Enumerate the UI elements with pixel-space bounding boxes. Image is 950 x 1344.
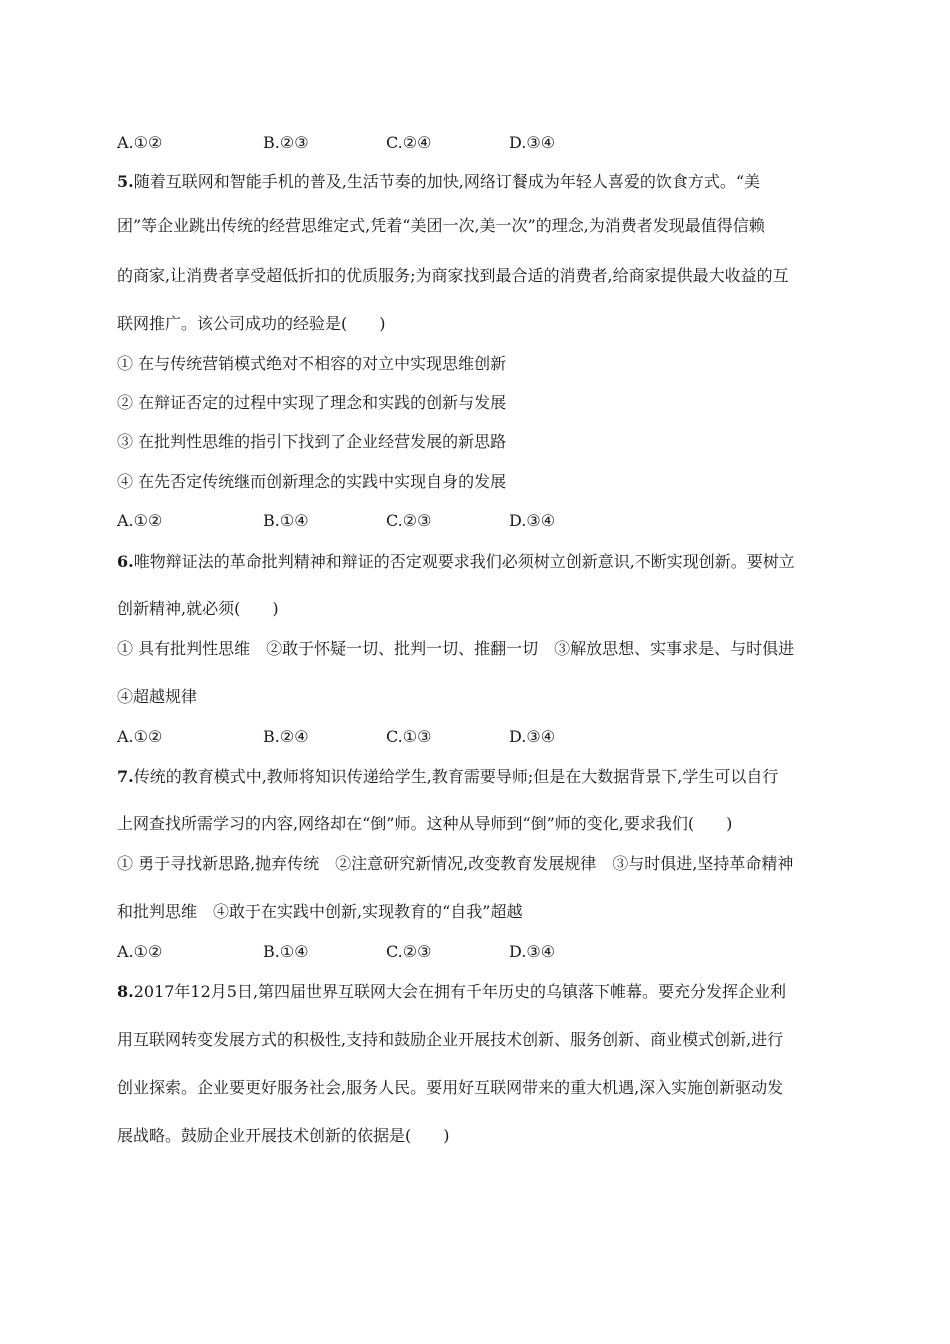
q5-stem-line-1: 5.随着互联网和智能手机的普及,生活节奏的加快,网络订餐成为年轻人喜爱的饮食方式。“美 xyxy=(117,172,761,191)
q6-option-c: C.①③ xyxy=(386,727,432,746)
q4-option-a: A.①② xyxy=(117,133,163,152)
q7-option-d: D.③④ xyxy=(509,942,556,961)
q7-number: 7. xyxy=(117,767,134,786)
q7-item-1: ① 勇于寻找新思路,抛弃传统 ②注意研究新情况,改变教育发展规律 ③与时俱进,坚持革命精神 xyxy=(117,854,794,873)
q6-stem-line-1: 6.唯物辩证法的革命批判精神和辩证的否定观要求我们必须树立创新意识,不断实现创新。要树立 xyxy=(117,552,795,571)
q5-stem-line-4: 联网推广。该公司成功的经验是( ) xyxy=(117,314,386,333)
q5-option-b: B.①④ xyxy=(263,511,309,530)
q5-number: 5. xyxy=(117,172,134,191)
q5-item-3: ③ 在批判性思维的指引下找到了企业经营发展的新思路 xyxy=(117,432,507,451)
q4-option-d: D.③④ xyxy=(509,133,556,152)
q6-stem-line-2: 创新精神,就必须( ) xyxy=(117,599,279,618)
q5-item-1: ① 在与传统营销模式绝对不相容的对立中实现思维创新 xyxy=(117,354,507,373)
q7-option-a: A.①② xyxy=(117,942,163,961)
q4-option-b: B.②③ xyxy=(263,133,309,152)
q7-option-c: C.②③ xyxy=(386,942,432,961)
q6-item-1: ① 具有批判性思维 ②敢于怀疑一切、批判一切、推翻一切 ③解放思想、实事求是、与时俱进 xyxy=(117,639,795,658)
q5-stem-line-2: 团”等企业跳出传统的经营思维定式,凭着“美团一次,美一次”的理念,为消费者发现最值得信赖 xyxy=(117,216,765,235)
q5-item-4: ④ 在先否定传统继而创新理念的实践中实现自身的发展 xyxy=(117,472,507,491)
q7-stem-line-1: 7.传统的教育模式中,教师将知识传递给学生,教育需要导师;但是在大数据背景下,学生可以自行 xyxy=(117,767,779,786)
q5-item-2: ② 在辩证否定的过程中实现了理念和实践的创新与发展 xyxy=(117,393,507,412)
q8-stem-line-3: 创业探索。企业要更好服务社会,服务人民。要用好互联网带来的重大机遇,深入实施创新驱动发 xyxy=(117,1078,784,1097)
q6-item-2: ④超越规律 xyxy=(117,687,198,706)
q5-option-c: C.②③ xyxy=(386,511,432,530)
q6-option-b: B.②④ xyxy=(263,727,309,746)
q8-number: 8. xyxy=(117,982,134,1001)
q7-option-b: B.①④ xyxy=(263,942,309,961)
q5-option-a: A.①② xyxy=(117,511,163,530)
q7-stem-line-2: 上网查找所需学习的内容,网络却在“倒”师。这种从导师到“倒”师的变化,要求我们( ) xyxy=(117,814,733,833)
q5-stem-line-3: 的商家,让消费者享受超低折扣的优质服务;为商家找到最合适的消费者,给商家提供最大收益的互 xyxy=(117,266,789,285)
q6-option-d: D.③④ xyxy=(509,727,556,746)
q6-option-a: A.①② xyxy=(117,727,163,746)
q6-number: 6. xyxy=(117,552,134,571)
q4-option-c: C.②④ xyxy=(386,133,432,152)
q8-stem-line-2: 用互联网转变发展方式的积极性,支持和鼓励企业开展技术创新、服务创新、商业模式创新,进行 xyxy=(117,1030,784,1049)
q7-item-2: 和批判思维 ④敢于在实践中创新,实现教育的“自我”超越 xyxy=(117,902,523,921)
q5-option-d: D.③④ xyxy=(509,511,556,530)
q8-stem-line-1: 8.2017年12月5日,第四届世界互联网大会在拥有千年历史的乌镇落下帷幕。要充分发挥企业利 xyxy=(117,982,787,1001)
q8-stem-line-4: 展战略。鼓励企业开展技术创新的依据是( ) xyxy=(117,1126,450,1145)
